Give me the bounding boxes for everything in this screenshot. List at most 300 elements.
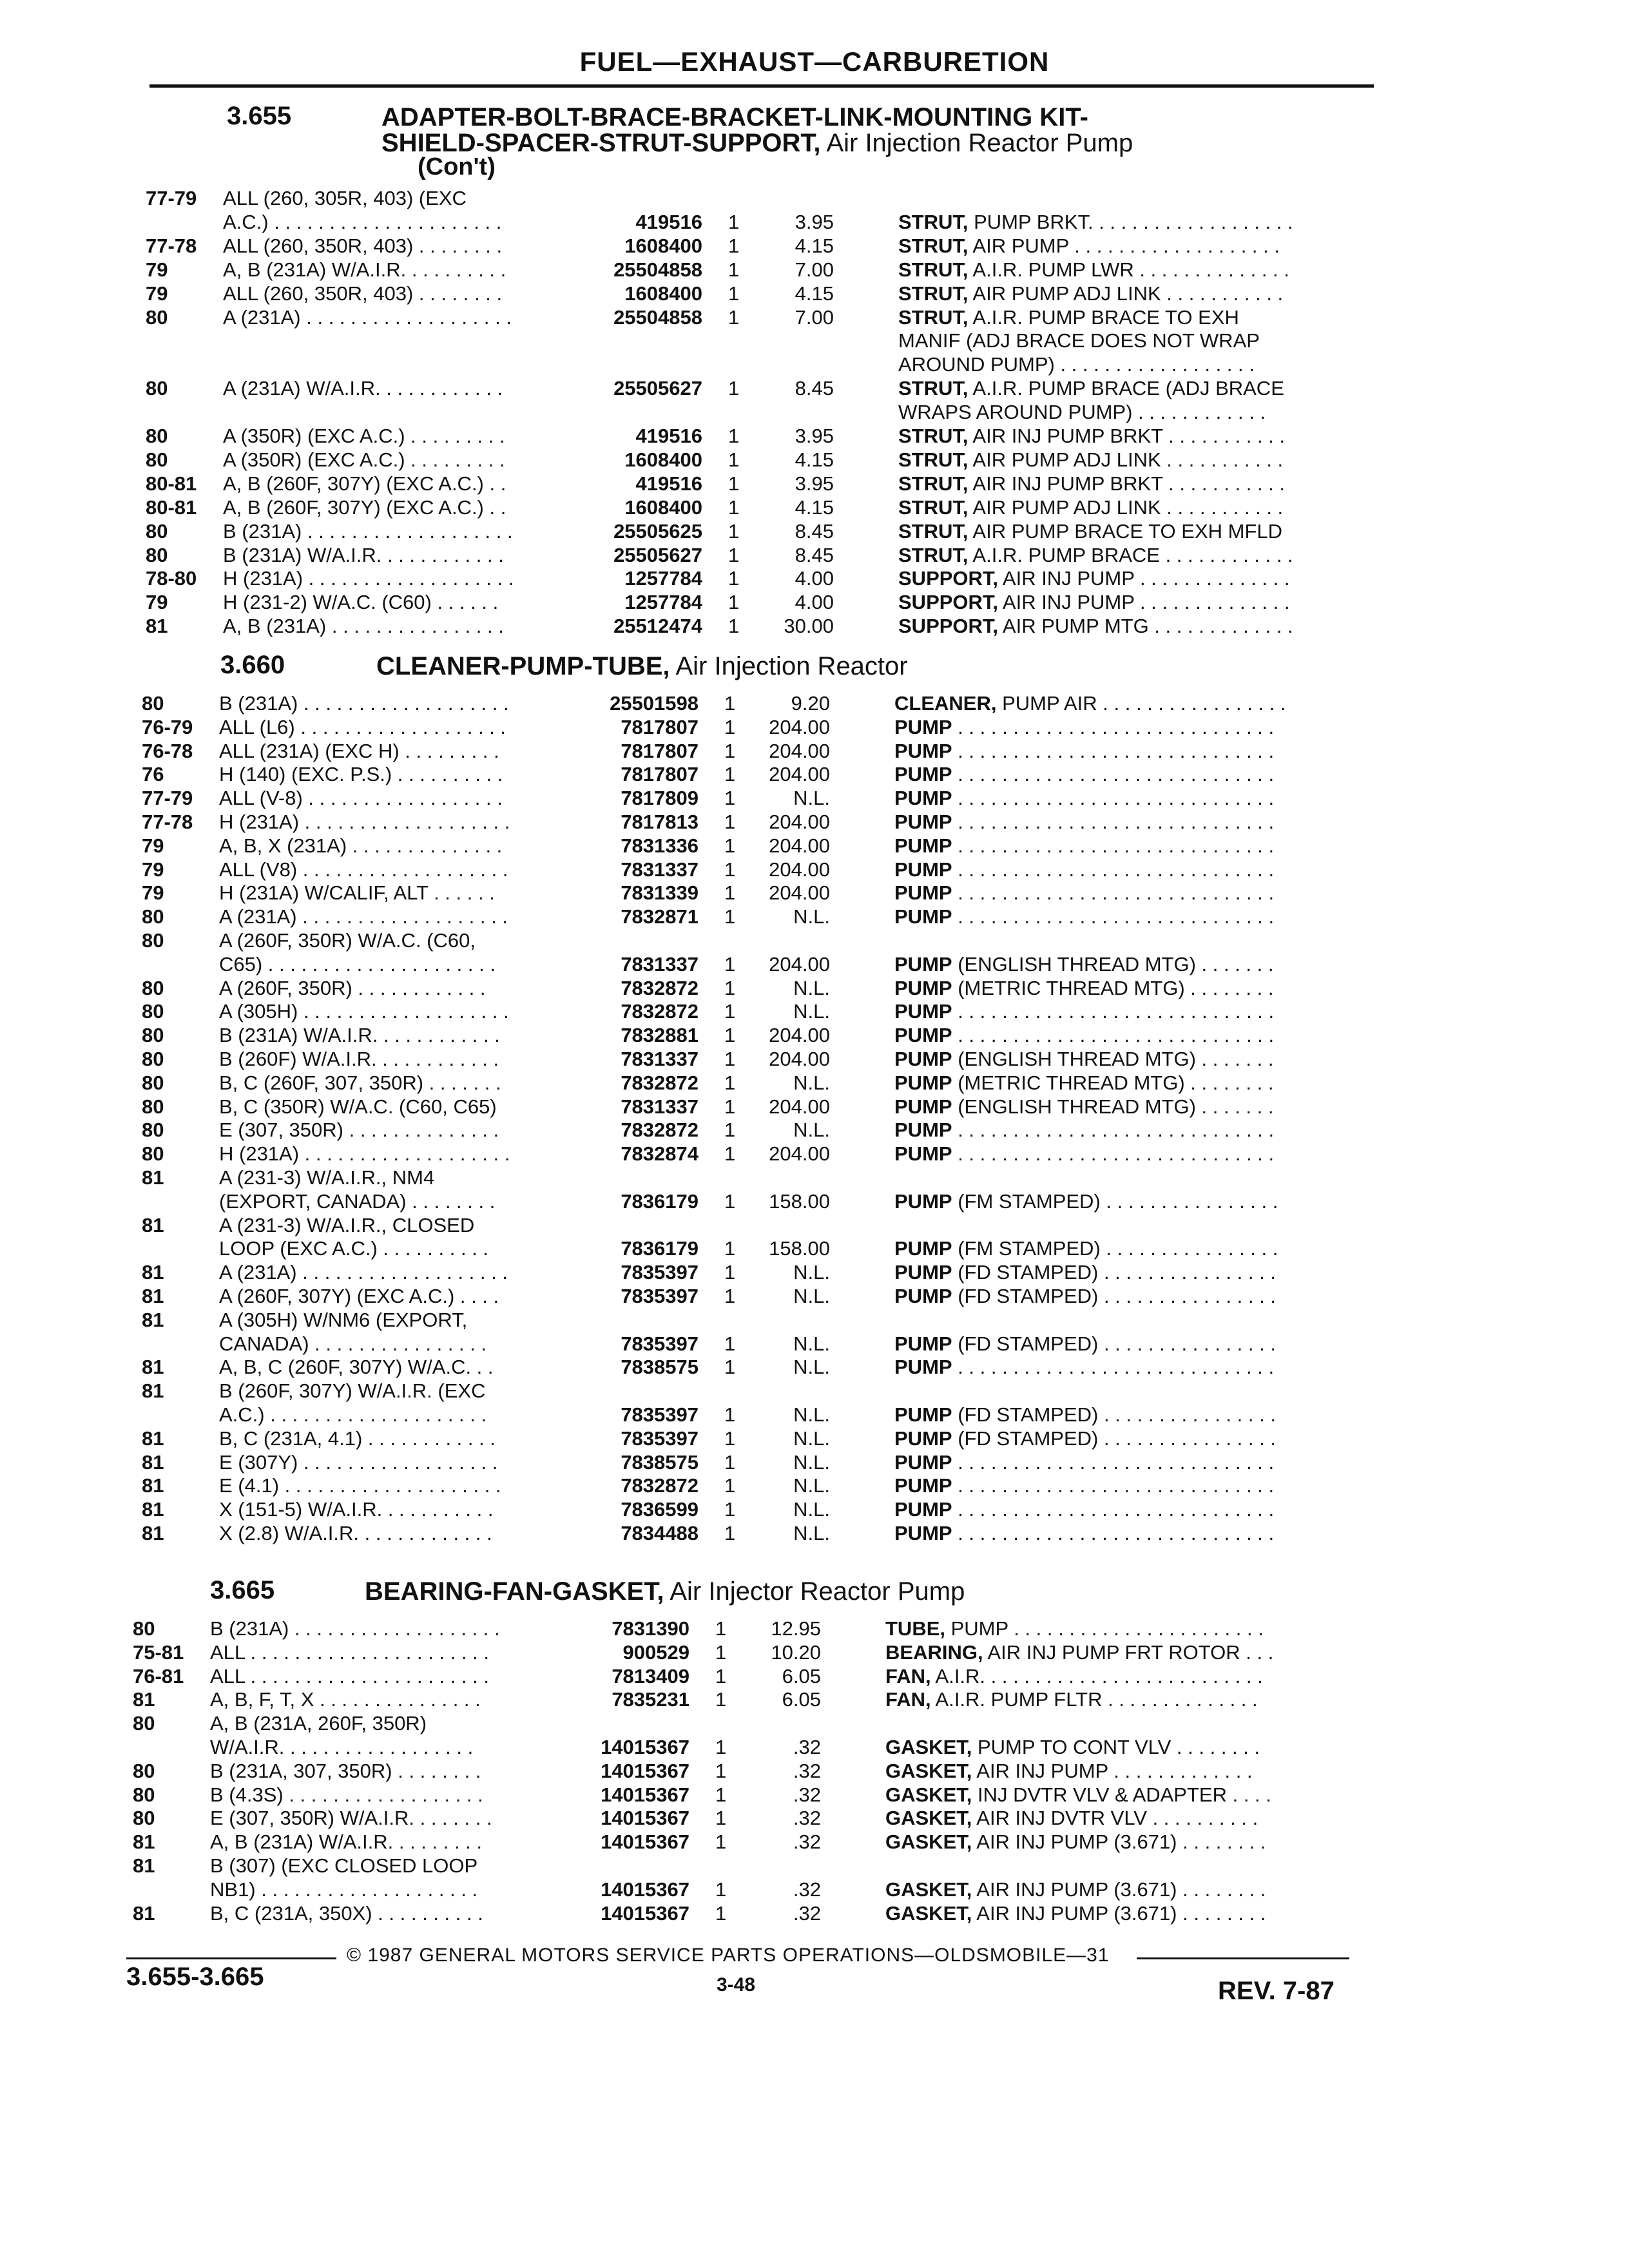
part-number: 14015367 (601, 1783, 689, 1806)
part-description (898, 235, 1280, 258)
part-description (898, 282, 1283, 305)
model-year: 80-81 (146, 496, 197, 519)
price: 4.00 (795, 567, 834, 590)
description-detail: A.I.R. . . . . . . . . . . . . . . . . . . . . . . . . . (930, 1665, 1263, 1687)
part-description (894, 1261, 1276, 1284)
part-number: 14015367 (601, 1878, 689, 1901)
price: 12.95 (771, 1617, 821, 1640)
quantity: 1 (724, 1142, 736, 1165)
part-description (894, 1000, 1274, 1023)
description-detail: AIR INJ PUMP FRT ROTOR . . . (983, 1641, 1274, 1664)
model-application: A (231A) . . . . . . . . . . . . . . . . . . . (219, 1261, 508, 1283)
footer-rule-right (1137, 1957, 1349, 1959)
description-detail: AIR INJ PUMP (3.671) . . . . . . . . (972, 1878, 1266, 1901)
model-application: B, C (260F, 307, 350R) . . . . . . . (219, 1072, 501, 1094)
price: 204.00 (769, 740, 830, 762)
price: 204.00 (769, 1024, 830, 1046)
model-year: 81 (142, 1451, 164, 1474)
model-application: C65) . . . . . . . . . . . . . . . . . . . . . (219, 953, 496, 975)
quantity: 1 (724, 1451, 736, 1474)
quantity: 1 (724, 858, 736, 881)
header-rule (149, 84, 1374, 88)
part-description (894, 716, 1274, 739)
description-noun: PUMP (894, 834, 952, 857)
price: 3.95 (795, 472, 834, 495)
part-number: 7835397 (621, 1403, 699, 1426)
part-description (894, 834, 1274, 858)
description-detail: PUMP TO CONT VLV . . . . . . . . (972, 1736, 1260, 1758)
table-row (0, 787, 1629, 810)
part-number: 7831337 (621, 953, 699, 975)
part-number: 7832872 (621, 1474, 699, 1497)
price: N.L. (793, 1072, 830, 1094)
description-detail: PUMP AIR . . . . . . . . . . . . . . . . . (996, 692, 1286, 715)
description-detail: (METRIC THREAD MTG) . . . . . . . . (952, 977, 1274, 999)
quantity: 1 (724, 692, 736, 715)
description-detail: A.I.R. PUMP FLTR . . . . . . . . . . . . . . (930, 1688, 1258, 1711)
quantity: 1 (724, 1403, 736, 1426)
model-application: A, B, C (260F, 307Y) W/A.C. . . (219, 1356, 494, 1378)
description-detail: AIR PUMP ADJ LINK . . . . . . . . . . . (968, 448, 1284, 471)
part-description (898, 306, 1239, 329)
part-number: 7836179 (621, 1190, 699, 1213)
table-row (0, 1807, 1629, 1830)
price: N.L. (793, 1403, 830, 1426)
model-application: A, B (231A) W/A.I.R. . . . . . . . . (210, 1831, 483, 1853)
price: .32 (793, 1831, 821, 1853)
model-year: 81 (142, 1474, 164, 1497)
quantity: 1 (715, 1665, 727, 1687)
part-description (894, 1190, 1278, 1213)
quantity: 1 (724, 811, 736, 833)
table-row (0, 1379, 1629, 1403)
model-year: 80 (133, 1807, 155, 1829)
model-application: H (140) (EXC. P.S.) . . . . . . . . . . (219, 763, 503, 785)
description-detail: . . . . . . . . . . . . . . . . . . . . . . . . . . . . . (952, 811, 1275, 833)
model-application: CANADA) . . . . . . . . . . . . . . . . (219, 1332, 487, 1355)
quantity: 1 (724, 1095, 736, 1118)
model-application: A (231-3) W/A.I.R., NM4 (219, 1166, 435, 1189)
description-detail: PUMP . . . . . . . . . . . . . . . . . . . . . . . (945, 1617, 1264, 1640)
section-title (365, 1579, 965, 1604)
table-row (0, 401, 1629, 424)
description-detail: AIR INJ PUMP BRKT . . . . . . . . . . . (968, 472, 1286, 495)
quantity: 1 (724, 1498, 736, 1521)
part-description (898, 258, 1289, 282)
part-number: 7832872 (621, 977, 699, 999)
price: N.L. (793, 905, 830, 928)
model-application: E (307, 350R) . . . . . . . . . . . . . . (219, 1119, 499, 1141)
quantity: 1 (724, 1119, 736, 1141)
quantity: 1 (715, 1831, 727, 1853)
table-row (0, 1736, 1629, 1759)
model-application: ALL (V-8) . . . . . . . . . . . . . . . . . . (219, 787, 503, 809)
description-noun: PUMP (894, 1072, 952, 1094)
price: 4.15 (795, 235, 834, 257)
model-application: H (231A) . . . . . . . . . . . . . . . . . . . (223, 567, 514, 590)
table-row (0, 520, 1629, 543)
part-number: 1608400 (624, 235, 702, 257)
model-year: 77-79 (146, 187, 197, 209)
model-application: B (4.3S) . . . . . . . . . . . . . . . . . . (210, 1783, 483, 1806)
description-detail: . . . . . . . . . . . . . . . . . . . . . . . . . . . . . (952, 905, 1275, 928)
description-noun: PUMP (894, 1024, 952, 1046)
description-noun: PUMP (894, 1427, 952, 1450)
model-application: B (260F) W/A.I.R. . . . . . . . . . . . (219, 1048, 499, 1070)
part-description (885, 1760, 1253, 1783)
model-application: A (260F, 350R) . . . . . . . . . . . . (219, 977, 486, 999)
description-noun: PUMP (894, 1119, 952, 1141)
part-description (894, 692, 1286, 715)
model-application: ALL . . . . . . . . . . . . . . . . . . . . . . (210, 1641, 489, 1664)
table-row (0, 1214, 1629, 1237)
part-description (894, 1356, 1274, 1379)
part-description (894, 953, 1274, 976)
model-application: A, B (260F, 307Y) (EXC A.C.) . . (223, 496, 506, 519)
model-year: 80 (142, 1119, 164, 1141)
section-title-line-1: ADAPTER-BOLT-BRACE-BRACKET-LINK-MOUNTING KIT- (381, 103, 1088, 131)
part-number: 25505627 (613, 544, 702, 566)
model-application: A (231-3) W/A.I.R., CLOSED (219, 1214, 475, 1236)
model-application: E (307, 350R) W/A.I.R. . . . . . . . (210, 1807, 492, 1829)
section-title-bold: CLEANER-PUMP-TUBE, (376, 652, 670, 680)
quantity: 1 (724, 740, 736, 762)
model-application: LOOP (EXC A.C.) . . . . . . . . . . (219, 1237, 489, 1260)
part-description (894, 1451, 1274, 1474)
part-number: 900529 (622, 1641, 689, 1664)
model-application: B (231A) . . . . . . . . . . . . . . . . . . . (210, 1617, 500, 1640)
price: 7.00 (795, 258, 834, 281)
model-year: 80 (142, 1142, 164, 1165)
price: N.L. (793, 787, 830, 809)
part-description (898, 211, 1293, 234)
quantity: 1 (724, 1332, 736, 1355)
part-number: 7834488 (621, 1522, 699, 1544)
table-row (0, 881, 1629, 905)
part-number: 14015367 (601, 1736, 689, 1758)
part-number: 1608400 (624, 448, 702, 471)
model-application: H (231A) W/CALIF, ALT . . . . . . (219, 881, 495, 904)
part-description (898, 591, 1290, 614)
part-number: 7836179 (621, 1237, 699, 1260)
table-row (0, 1024, 1629, 1047)
footer-page-number: 3-48 (717, 1974, 756, 1995)
part-description (898, 448, 1283, 472)
continued-label: (Con't) (418, 153, 496, 180)
description-noun: STRUT, (898, 448, 969, 471)
description-detail: INJ DVTR VLV & ADAPTER . . . . (972, 1783, 1271, 1806)
price: N.L. (793, 1474, 830, 1497)
part-description (894, 1142, 1274, 1166)
price: N.L. (793, 1498, 830, 1521)
table-row (0, 858, 1629, 881)
price: .32 (793, 1902, 821, 1925)
description-detail: AIR PUMP ADJ LINK . . . . . . . . . . . (968, 496, 1284, 519)
table-row (0, 1617, 1629, 1640)
price: 10.20 (771, 1641, 821, 1664)
description-noun: STRUT, (898, 282, 969, 305)
description-noun: PUMP (894, 1403, 952, 1426)
model-year: 81 (142, 1285, 164, 1307)
description-noun: PUMP (894, 1237, 952, 1260)
quantity: 1 (728, 306, 740, 329)
price: 158.00 (769, 1237, 830, 1260)
description-noun: PUMP (894, 1285, 952, 1307)
description-noun: PUMP (894, 1261, 952, 1283)
quantity: 1 (724, 1024, 736, 1046)
price: .32 (793, 1878, 821, 1901)
part-number: 14015367 (601, 1807, 689, 1829)
table-row (0, 1309, 1629, 1332)
description-noun: GASKET, (885, 1760, 972, 1782)
part-description (898, 425, 1285, 448)
part-description (894, 858, 1274, 881)
price: N.L. (793, 1332, 830, 1355)
part-description (894, 1048, 1274, 1071)
price: 204.00 (769, 953, 830, 975)
model-application: E (4.1) . . . . . . . . . . . . . . . . . . . . (219, 1474, 501, 1497)
part-number: 7832874 (621, 1142, 699, 1165)
price: 9.20 (791, 692, 830, 715)
part-description (898, 329, 1260, 352)
part-number: 7835397 (621, 1261, 699, 1283)
price: 7.00 (795, 306, 834, 329)
quantity: 1 (724, 1190, 736, 1213)
table-row (0, 591, 1629, 614)
model-year: 78-80 (146, 567, 197, 590)
price: 204.00 (769, 1048, 830, 1070)
description-detail: AIR PUMP MTG . . . . . . . . . . . . . (998, 615, 1293, 637)
part-number: 14015367 (601, 1902, 689, 1925)
quantity: 1 (724, 763, 736, 785)
price: N.L. (793, 1000, 830, 1023)
model-year: 80 (142, 1024, 164, 1046)
description-noun: PUMP (894, 977, 952, 999)
table-row (0, 1783, 1629, 1807)
description-noun: SUPPORT, (898, 567, 999, 590)
price: 204.00 (769, 716, 830, 738)
price: 204.00 (769, 834, 830, 857)
model-application: A (231A) . . . . . . . . . . . . . . . . . . . (223, 306, 512, 329)
table-row (0, 1048, 1629, 1071)
model-year: 80 (133, 1760, 155, 1782)
price: 204.00 (769, 881, 830, 904)
model-year: 81 (133, 1688, 155, 1711)
part-number: 7832872 (621, 1000, 699, 1023)
part-description (894, 1522, 1274, 1545)
model-application: ALL (260, 305R, 403) (EXC (223, 187, 467, 209)
table-row (0, 929, 1629, 952)
part-number: 7831337 (621, 1095, 699, 1118)
table-row (0, 187, 1629, 210)
part-description (885, 1641, 1273, 1664)
model-year: 80 (146, 448, 168, 471)
description-detail: (FM STAMPED) . . . . . . . . . . . . . . . . (952, 1237, 1278, 1260)
model-year: 80 (146, 377, 168, 399)
model-application: A (260F, 307Y) (EXC A.C.) . . . . (219, 1285, 499, 1307)
part-number: 7817809 (621, 787, 699, 809)
description-detail: AIR INJ PUMP . . . . . . . . . . . . . . (998, 591, 1290, 613)
table-row (0, 1878, 1629, 1901)
part-description (885, 1902, 1266, 1925)
model-year: 81 (142, 1498, 164, 1521)
price: 158.00 (769, 1190, 830, 1213)
part-number: 25505625 (613, 520, 702, 543)
model-year: 76 (142, 763, 164, 785)
part-number: 7832872 (621, 1072, 699, 1094)
part-number: 7835397 (621, 1427, 699, 1450)
model-application: B (231A) . . . . . . . . . . . . . . . . . . . (219, 692, 509, 715)
price: 4.00 (795, 591, 834, 613)
part-description (898, 353, 1255, 376)
part-description (894, 763, 1274, 786)
description-noun: SUPPORT, (898, 591, 999, 613)
quantity: 1 (724, 1237, 736, 1260)
table-row (0, 1142, 1629, 1166)
price: .32 (793, 1807, 821, 1829)
price: 8.45 (795, 377, 834, 399)
description-detail: (METRIC THREAD MTG) . . . . . . . . (952, 1072, 1274, 1094)
part-number: 25504858 (613, 258, 702, 281)
description-noun: PUMP (894, 811, 952, 833)
model-application: A (231A) . . . . . . . . . . . . . . . . . . . (219, 905, 508, 928)
model-application: X (2.8) W/A.I.R. . . . . . . . . . . . . (219, 1522, 492, 1544)
part-number: 7817813 (621, 811, 699, 833)
quantity: 1 (728, 235, 740, 257)
part-description (885, 1617, 1264, 1640)
quantity: 1 (724, 1427, 736, 1450)
quantity: 1 (724, 953, 736, 975)
part-number: 7831339 (621, 881, 699, 904)
model-year: 80 (142, 1000, 164, 1023)
description-noun: GASKET, (885, 1783, 972, 1806)
description-noun: PUMP (894, 787, 952, 809)
description-detail: AROUND PUMP) . . . . . . . . . . . . . . . . . . (898, 353, 1255, 376)
model-year: 81 (142, 1261, 164, 1283)
table-row (0, 977, 1629, 1000)
part-number: 25501598 (610, 692, 699, 715)
price: 204.00 (769, 763, 830, 785)
description-detail: . . . . . . . . . . . . . . . . . . . . . . . . . . . . . (952, 834, 1275, 857)
description-detail: (FD STAMPED) . . . . . . . . . . . . . . . . (952, 1332, 1276, 1355)
description-detail: . . . . . . . . . . . . . . . . . . . . . . . . . . . . . (952, 740, 1275, 762)
table-row (0, 1854, 1629, 1878)
quantity: 1 (724, 787, 736, 809)
description-detail: AIR INJ DVTR VLV . . . . . . . . . . (972, 1807, 1258, 1829)
quantity: 1 (728, 211, 740, 233)
table-row (0, 615, 1629, 638)
model-year: 80 (133, 1617, 155, 1640)
description-detail: . . . . . . . . . . . . . . . . . . . . . . . . . . . . . (952, 1142, 1275, 1165)
table-row (0, 692, 1629, 715)
price: N.L. (793, 1119, 830, 1141)
model-application: B (307) (EXC CLOSED LOOP (210, 1854, 478, 1877)
model-application: A, B (231A, 260F, 350R) (210, 1712, 427, 1735)
part-description (885, 1736, 1260, 1759)
price: 204.00 (769, 1095, 830, 1118)
quantity: 1 (728, 591, 740, 613)
table-row (0, 258, 1629, 282)
table-row (0, 1000, 1629, 1023)
section-title-rest: Air Injection Reactor Pump (820, 129, 1133, 157)
price: 8.45 (795, 544, 834, 566)
description-noun: STRUT, (898, 472, 969, 495)
part-number: 7817807 (621, 740, 699, 762)
price: 6.05 (782, 1688, 821, 1711)
model-year: 80 (146, 425, 168, 447)
table-row (0, 1332, 1629, 1356)
description-noun: PUMP (894, 1190, 952, 1213)
model-application: ALL (231A) (EXC H) . . . . . . . . . (219, 740, 499, 762)
table-row (0, 235, 1629, 258)
footer-section-range: 3.655-3.665 (126, 1963, 264, 1991)
quantity: 1 (724, 716, 736, 738)
quantity: 1 (715, 1736, 727, 1758)
table-row (0, 953, 1629, 976)
model-application: A, B (231A) W/A.I.R. . . . . . . . . . (223, 258, 506, 281)
description-noun: PUMP (894, 763, 952, 785)
description-detail: A.I.R. PUMP BRACE (ADJ BRACE (968, 377, 1284, 399)
model-year: 81 (142, 1166, 164, 1189)
description-noun: GASKET, (885, 1902, 972, 1925)
model-year: 80 (133, 1712, 155, 1735)
model-application: ALL (260, 350R, 403) . . . . . . . . (223, 282, 503, 305)
part-number: 419516 (635, 211, 702, 233)
part-description (898, 496, 1283, 519)
description-detail: AIR PUMP ADJ LINK . . . . . . . . . . . (968, 282, 1284, 305)
model-application: ALL (260, 350R, 403) . . . . . . . . (223, 235, 503, 257)
description-detail: A.I.R. PUMP BRACE . . . . . . . . . . . . (968, 544, 1293, 566)
model-year: 81 (133, 1854, 155, 1877)
model-year: 80 (142, 977, 164, 999)
model-application: H (231-2) W/A.C. (C60) . . . . . . (223, 591, 499, 613)
model-year: 77-78 (146, 235, 197, 257)
price: N.L. (793, 1356, 830, 1378)
price: .32 (793, 1736, 821, 1758)
model-year: 79 (142, 834, 164, 857)
part-number: 25512474 (613, 615, 702, 637)
description-noun: PUMP (894, 1451, 952, 1474)
section-title-bold: SHIELD-SPACER-STRUT-SUPPORT, (381, 129, 821, 157)
quantity: 1 (715, 1641, 727, 1664)
description-detail: PUMP BRKT. . . . . . . . . . . . . . . . . . . (968, 211, 1293, 233)
model-year: 80 (142, 905, 164, 928)
description-detail: AIR PUMP . . . . . . . . . . . . . . . . . . . (968, 235, 1280, 257)
price: N.L. (793, 1261, 830, 1283)
quantity: 1 (728, 258, 740, 281)
model-application: E (307Y) . . . . . . . . . . . . . . . . . . (219, 1451, 498, 1474)
table-row (0, 763, 1629, 786)
quantity: 1 (715, 1807, 727, 1829)
quantity: 1 (728, 377, 740, 399)
model-year: 75-81 (133, 1641, 184, 1664)
model-year: 81 (142, 1379, 164, 1402)
table-row (0, 1285, 1629, 1308)
description-noun: PUMP (894, 1000, 952, 1023)
description-noun: PUMP (894, 953, 952, 975)
model-year: 79 (146, 282, 168, 305)
model-application: X (151-5) W/A.I.R. . . . . . . . . . . (219, 1498, 494, 1521)
quantity: 1 (724, 1474, 736, 1497)
part-description (898, 520, 1282, 543)
model-application: B, C (350R) W/A.C. (C60, C65) (219, 1095, 497, 1118)
part-description (894, 1332, 1276, 1356)
quantity: 1 (728, 425, 740, 447)
quantity: 1 (724, 834, 736, 857)
model-application: A (305H) W/NM6 (EXPORT, (219, 1309, 468, 1331)
description-noun: PUMP (894, 1356, 952, 1378)
quantity: 1 (728, 520, 740, 543)
